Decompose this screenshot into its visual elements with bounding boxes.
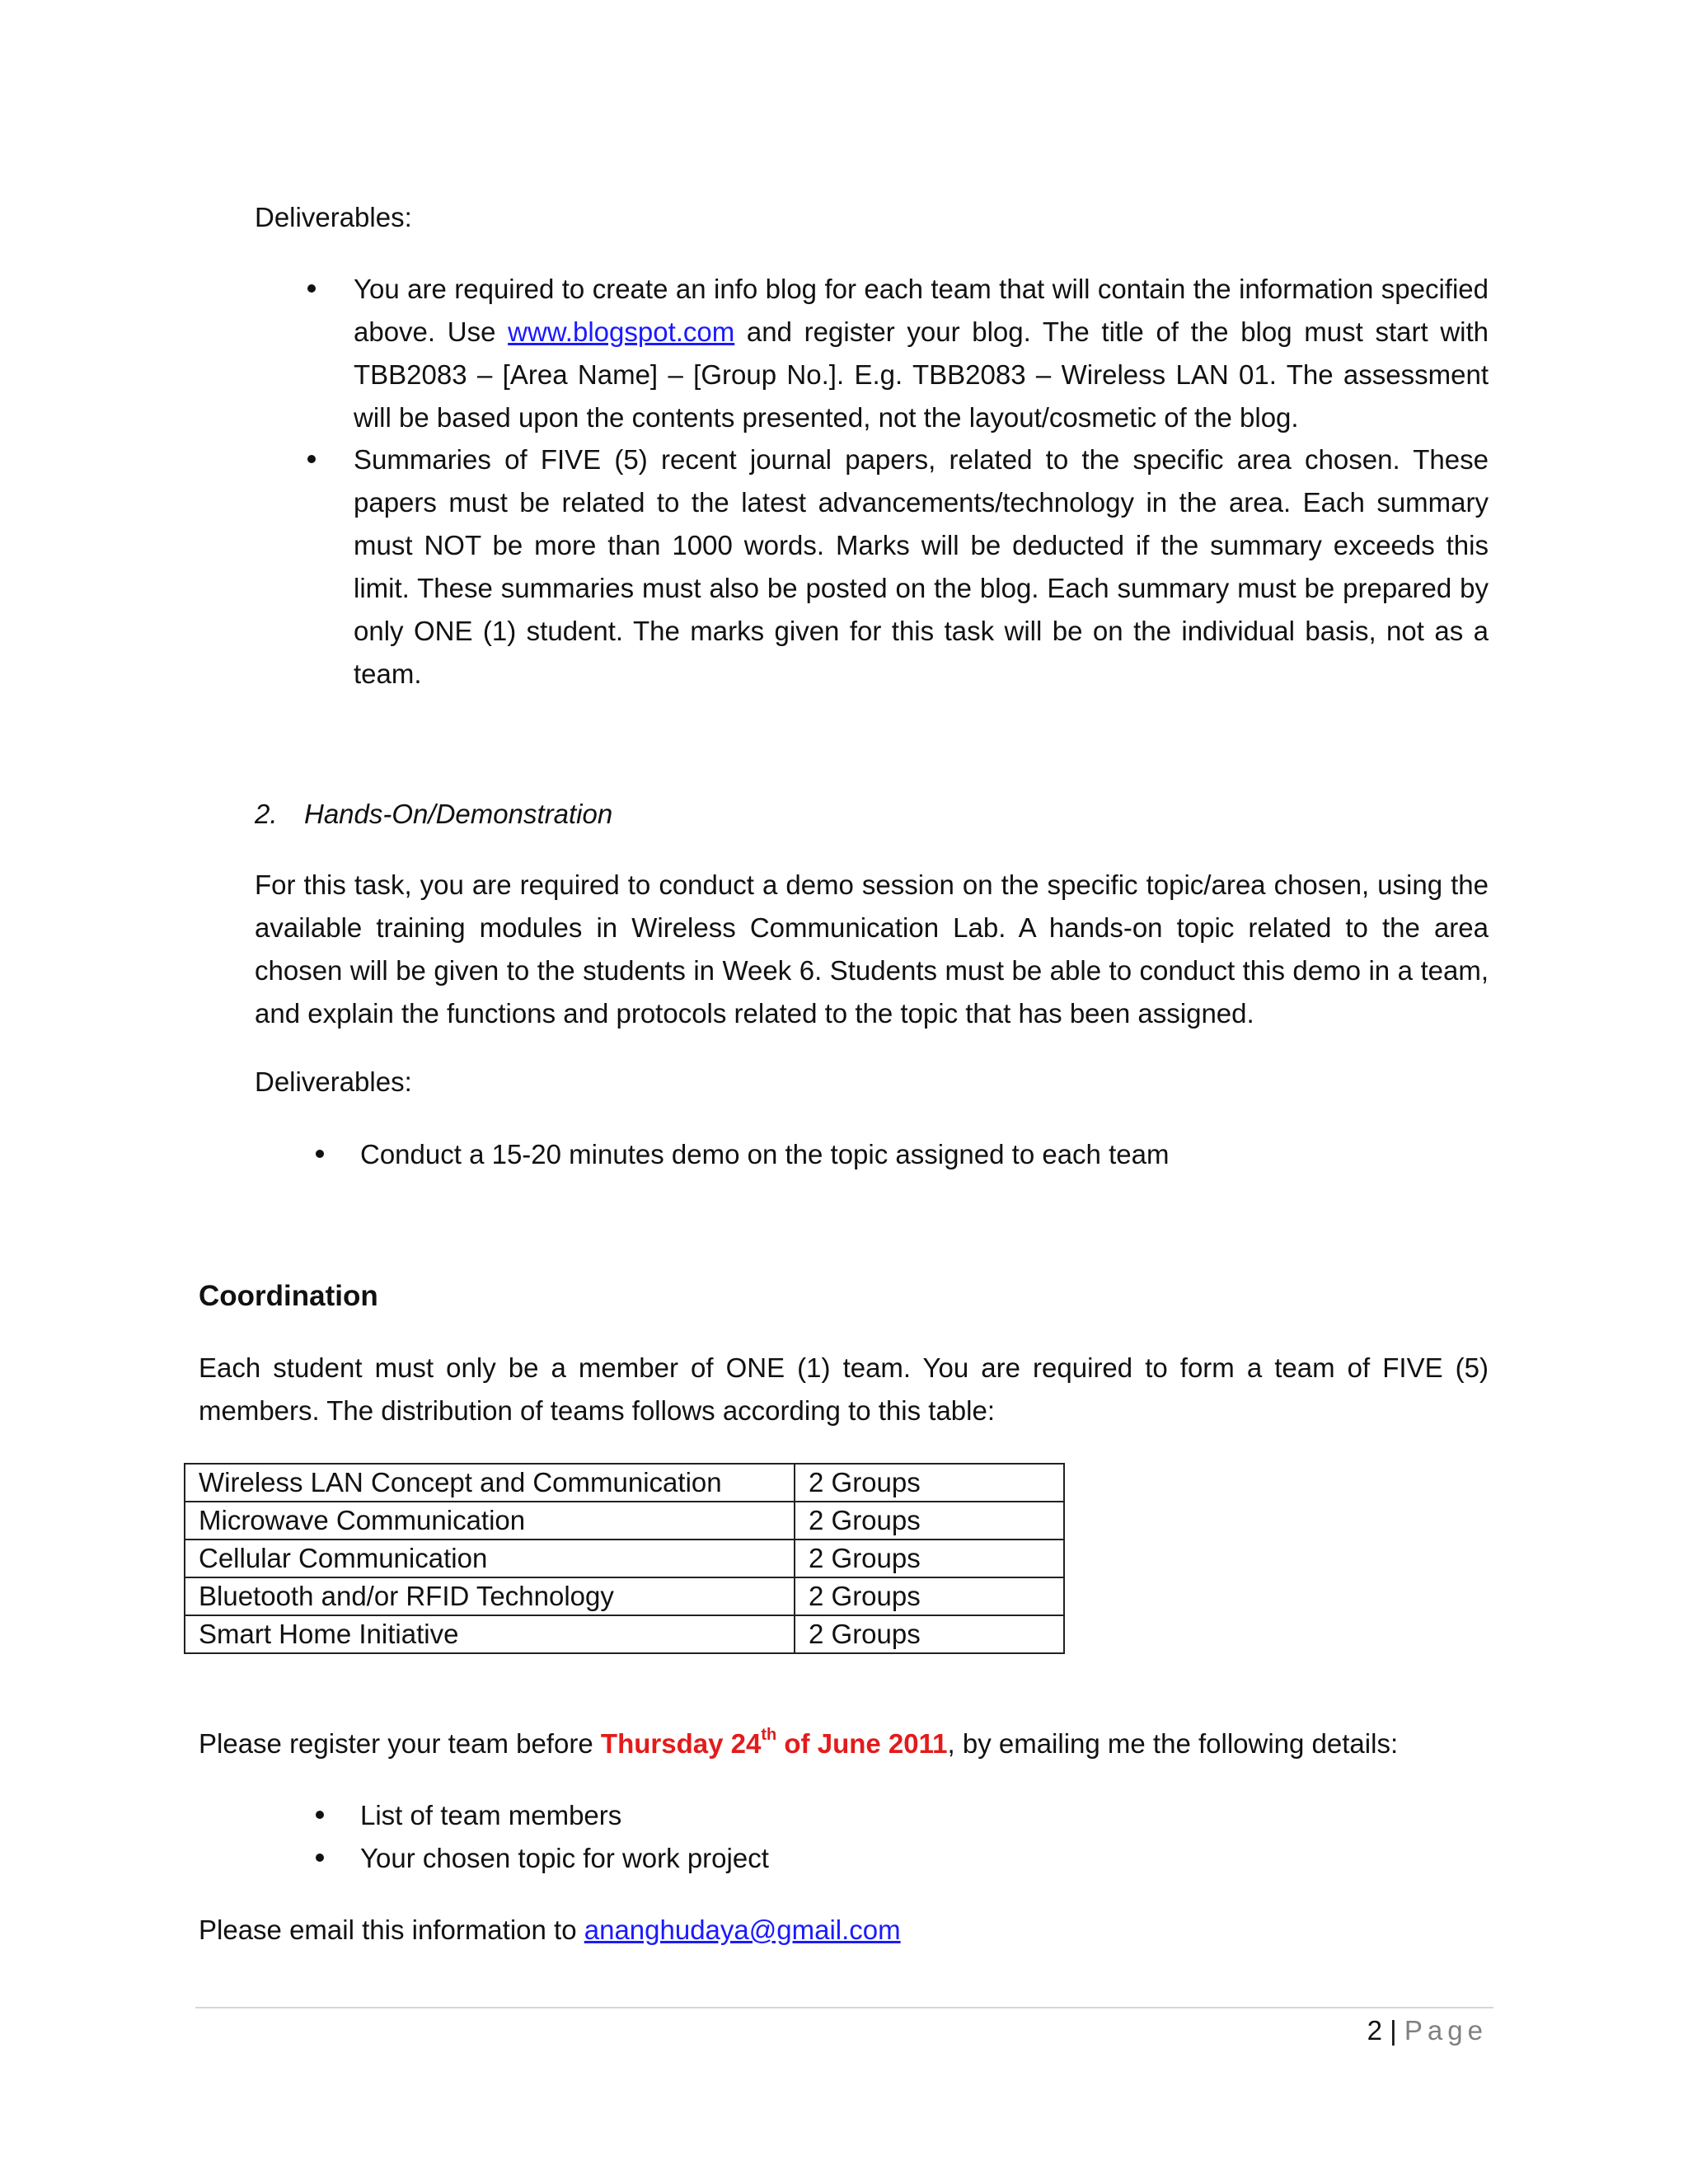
detail-item-topic: Your chosen topic for work project [360, 1843, 769, 1873]
table-cell-groups: 2 Groups [795, 1540, 1064, 1577]
table-cell-groups: 2 Groups [795, 1577, 1064, 1615]
table-row [185, 1502, 1064, 1540]
section-title: Hands-On/Demonstration [304, 799, 613, 829]
demo-deliverable-item: Conduct a 15-20 minutes demo on the topic assigned to each team [360, 1139, 1170, 1169]
table-cell-topic: Microwave Communication [185, 1502, 795, 1540]
coordination-heading: Coordination [199, 1280, 378, 1312]
table-row [185, 1615, 1064, 1653]
bullet-icon [307, 455, 316, 463]
deadline-day: Thursday 24 [600, 1728, 762, 1759]
coordination-description: Each student must only be a member of ONE (1) team. You are required to form a team of FIVE (5) members. The distribution of teams follows according to this table: [199, 1352, 1489, 1426]
register-instruction [199, 1722, 1398, 1765]
blogspot-link[interactable]: www.blogspot.com [508, 316, 735, 347]
bullet-icon [316, 1150, 324, 1158]
table-cell-groups: 2 Groups [795, 1464, 1064, 1502]
team-distribution-table [184, 1463, 1065, 1654]
summaries-deliverable-item: Summaries of FIVE (5) recent journal papers, related to the specific area chosen. These papers must be related to the latest advancements/technology in the area. Each summary must NOT be more than 1000 words. Marks will be deducted if the summary exceeds this limit. These summaries must also be posted on the blog. Each summary must be prepared by only ONE (1) student. The marks given for this task will be on the individual basis, not as a team. [354, 444, 1489, 689]
table-cell-topic: Cellular Communication [185, 1540, 795, 1577]
blog-item-text-end: and register your blog. The title of the blog must start with TBB2083 – [Area Name] – [Group No.]. E.g. TBB2083 – Wireless LAN 01. The assessment will be based upon the contents presented, not the layout/cosmetic of the blog. [354, 316, 1489, 433]
page-number: 2 [1367, 2015, 1382, 2046]
email-prefix: Please email this information to [199, 1915, 584, 1945]
bullet-icon [316, 1854, 324, 1862]
deadline-date [601, 1728, 948, 1759]
page-label: Page [1404, 2015, 1488, 2046]
register-text-after: , by emailing me the following details: [947, 1728, 1399, 1759]
table-row [185, 1464, 1064, 1502]
bullet-icon [307, 284, 316, 293]
table-cell-topic: Bluetooth and/or RFID Technology [185, 1577, 795, 1615]
table-row [185, 1577, 1064, 1615]
blog-deliverable-item [354, 268, 1489, 439]
email-link[interactable]: ananghudaya@gmail.com [584, 1915, 901, 1945]
deliverables-label: Deliverables: [255, 202, 412, 232]
footer-divider [195, 2007, 1493, 2008]
table-cell-topic: Smart Home Initiative [185, 1615, 795, 1653]
table-cell-groups: 2 Groups [795, 1502, 1064, 1540]
bullet-icon [316, 1811, 324, 1819]
table-cell-groups: 2 Groups [795, 1615, 1064, 1653]
register-text-before: Please register your team before [199, 1728, 601, 1759]
hands-on-description: For this task, you are required to conduct a demo session on the specific topic/area chosen, using the available training modules in Wireless Communication Lab. A hands-on topic related to the area chosen will be given to the students in Week 6. Students must be able to conduct this demo in a team, and explain the functions and protocols related to the topic that has been assigned. [255, 869, 1489, 1029]
deadline-month-year: of June 2011 [776, 1728, 948, 1759]
detail-item-members: List of team members [360, 1800, 622, 1830]
email-instruction [199, 1909, 901, 1952]
blog-item-text-start: You are required to create an info blog for each team that will contain the information specified above. Use [354, 274, 1489, 347]
footer-separator: | [1382, 2015, 1404, 2046]
deadline-suffix: th [761, 1726, 777, 1744]
table-row [185, 1540, 1064, 1577]
table-cell-topic: Wireless LAN Concept and Communication [185, 1464, 795, 1502]
section-number: 2. [255, 799, 278, 829]
page-footer [1343, 2009, 1488, 2052]
deliverables-label-2: Deliverables: [255, 1066, 412, 1097]
